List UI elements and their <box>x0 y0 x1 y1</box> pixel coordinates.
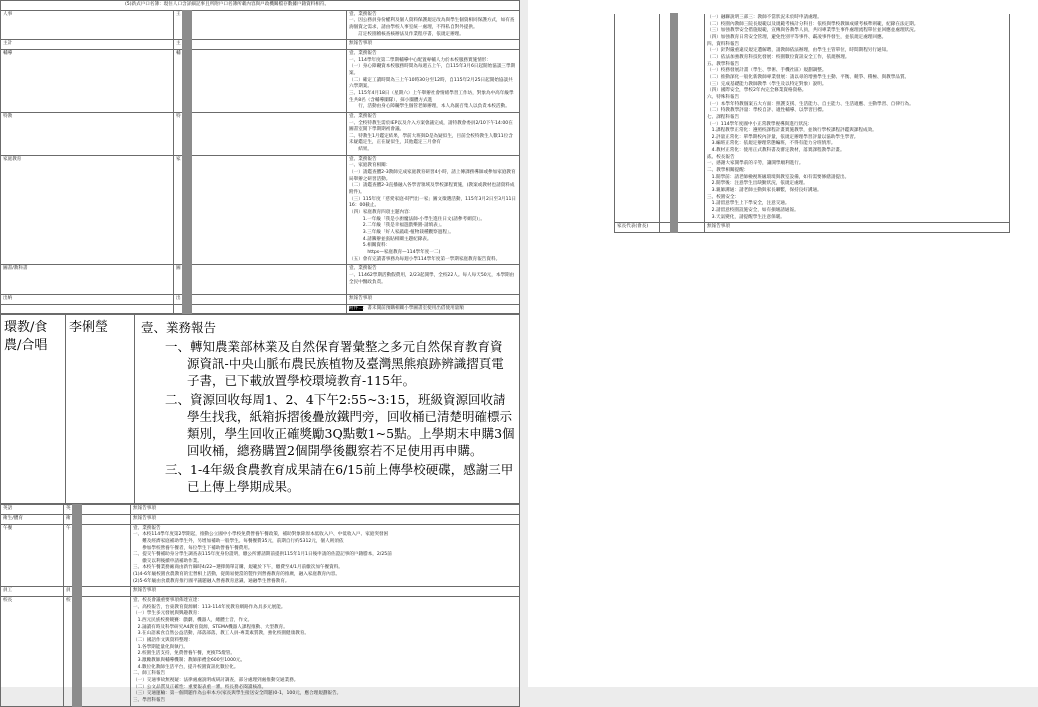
content-line: 無報告事項 <box>133 515 156 521</box>
row-name: 特 <box>176 113 181 119</box>
featured-item-text: 轉知農業部林業及自然保育署彙整之多元自然保育教育資源資訊-中央山脈布農民族植物及臺灣黑熊痕跡辨識摺頁電子書，已下載放置學校環境教育-115年。 <box>187 339 504 389</box>
featured-item <box>165 338 515 389</box>
row-content <box>347 265 520 295</box>
meeting-report-table-top <box>0 0 520 314</box>
content-line: 二、教學相關提醒： <box>707 168 749 174</box>
table-row <box>1 294 520 304</box>
row-role: 員工 <box>1 587 64 597</box>
content-line: 壹、業務報告 <box>349 113 377 119</box>
content-line: （五）會有完讀書事務為每週小學114學年度第一學期家庭教育報告資料。 <box>349 256 501 262</box>
redaction-bar <box>182 155 192 266</box>
row-content <box>131 505 520 515</box>
content-line: （二）請鑑查體2-3直播融入各學習領域及學校課程實施，(教案或教材也請資料成附件)。 <box>349 183 515 196</box>
featured-row <box>1 315 520 504</box>
table-row <box>1 10 520 40</box>
content-line: 七、課程科報告 <box>707 114 740 120</box>
content-line: 行，活動由身心障礙學生個管老師辦理，本人為副召集人以負責本校活動。 <box>349 104 510 110</box>
content-line: 壹、業務報告 <box>349 156 377 162</box>
content-line: 3.天氣變化，請提醒學生注意保暖。 <box>707 214 785 220</box>
row-name: 員 <box>66 588 71 594</box>
content-line: 3.編班正常化：依規定辦理常態編班，不得有能力分班情形。 <box>707 141 836 147</box>
content-line: 1.各學期能量化與執行。 <box>133 644 188 650</box>
row-role: 家庭教育 <box>1 155 174 265</box>
table-row-highlight <box>1 304 520 314</box>
content-line: （一）請鑑查體2-3教師完成家庭教育研習4小時，請上傳課務導師或參加家庭教育局舉辦之研習活動。 <box>349 170 516 182</box>
featured-heading: 壹、業務報告 <box>141 320 217 336</box>
content-line: 訂定校園稽核查核辦法及作業程序書，依規定辦理。 <box>349 31 464 37</box>
redaction-bar <box>182 10 192 41</box>
content-line: 二、師工科報告 <box>133 671 166 677</box>
content-line: 二、特教生1月鑑定結果，學前大班與D是為疑似生，目前全校特教生人數11位含未疑鑑定生，正在疑似生，其他鑑定三月會有 <box>349 133 513 146</box>
featured-item-text: 資源回收每周1、2、4下午2:55~3:15，班級資源回收請學生找我，紙箱拆摺後疊放鐵門旁，回收桶已清楚明確標示類別，學生回收正確獎勵3Q點數1~5點。上學期末申購3個回收桶，總務購置2個開學後觀察若不足使用再申購。 <box>187 392 515 459</box>
content-line: https—家庭教育—114學年度一二) <box>349 249 441 255</box>
content-line: 無報告事項 <box>133 588 156 594</box>
row-role: 主計 <box>1 40 174 50</box>
table-row <box>1 524 520 587</box>
content-line: （二）依法加強教育科技化發展：校園數位資訊安全工作，依規辦理。 <box>707 54 850 60</box>
featured-item-number: 二、 <box>165 392 191 408</box>
content-line: 一、114學年度第二學期輔導中心配置專輔人力於本校服務實施情形： <box>349 57 491 63</box>
content-line: （二）推動深化一般化新教師專業發展：請以尋的增強學生主動、平衡、競爭、積極、與教學品質。 <box>707 74 910 80</box>
row-name: 校 <box>66 598 71 604</box>
row-name: 英 <box>66 506 71 512</box>
content-line: 壹、業務報告 <box>133 525 161 531</box>
content-line: （一）校務發展計畫（學生、學術、手機社區）規劃調整。 <box>707 68 827 74</box>
row-name: 輔 <box>176 50 181 56</box>
content-line: （四）國際安全，學校2年內完全修業資格資格。 <box>707 88 807 94</box>
row-name: 主 <box>176 41 181 47</box>
content-line: 無報告事項 <box>349 295 372 301</box>
content-line: （二）國語作文與資料整理： <box>133 638 193 644</box>
content-line: （三）115年度「慈愛家庭-時門出一家」圖文徵選活動，115年3月2日至3月11日16：00截止。 <box>349 196 517 209</box>
bottom-role: 家長代表(會長) <box>615 223 660 233</box>
redaction-bar <box>182 112 192 156</box>
content-line: 六、特殊科報告 <box>707 94 740 100</box>
row-role: 衛生/體育 <box>1 514 64 524</box>
content-line: 無報告事項 <box>133 506 156 512</box>
content-line: （三）完成基礎能力教師教學（學生及以特定對象）說明。 <box>707 81 827 87</box>
content-line: （三）加強教學安全措施規範，宣傳與各教學人員，共同專業學生事件處理流程單位並回應並處理狀況。 <box>707 28 919 34</box>
content-line: 壹、校長會議重要事項佈達宣達： <box>133 598 202 604</box>
content-line: 一、全校特教生需於IEP以及介入方案會議完成，請特教會委員2/10下午14:00在圖書室開下學期期初會議。 <box>349 120 513 133</box>
content-line: 參加學校營養午餐者，每位學生下補助營養午餐費用。 <box>133 545 253 551</box>
redaction-bar <box>182 49 192 113</box>
content-line: 3.激勵教師與輔導機制；教師節禮金600至1000元。 <box>133 658 246 663</box>
row-name: 家 <box>176 156 181 162</box>
content-line: 1.請留意學生上下學安全，注意交通。 <box>707 201 790 207</box>
meeting-report-table-bottom <box>0 504 520 706</box>
content-line: 一、家庭教育相關： <box>349 163 391 169</box>
content-line: （一）學生多元發展與興趣教育： <box>133 611 202 617</box>
content-line: 三、學習科報告 <box>133 697 166 703</box>
top-note: (5)新式戶口名簿：現住人口含詳細記事且所附戶口名簿所載內容與戶政機關檔存數據戶籍資料相符。 <box>1 1 520 11</box>
row-role: 人事 <box>1 10 174 40</box>
content-line: （二）確定工讀時間為三上午10時30分至12時，自115年2月25日起開始協談共六學期案。 <box>349 77 513 90</box>
content-line: 2.評量正常化：單學期校內評量，依規定辦理學習評量以協助學生學習。 <box>707 134 859 140</box>
table-row <box>1 597 520 707</box>
content-line: 1.課程教學正常化：遵照校課程計畫實施教學，並執行學校課程評鑑與課程成效。 <box>707 128 877 134</box>
content-line: 貳、校長報告 <box>707 154 735 160</box>
content-line: 壹、業務報告 <box>349 50 377 56</box>
table-row <box>615 223 1010 233</box>
content-line <box>349 286 517 293</box>
row-name: 午 <box>66 525 71 531</box>
row-role: 英語 <box>1 505 64 515</box>
page-1 <box>0 0 520 703</box>
featured-item <box>165 391 515 459</box>
content-line: 2.請留意校園設施安全，如有損壞請通報。 <box>707 208 799 214</box>
featured-report-table <box>0 314 520 504</box>
redaction-bar <box>182 264 192 295</box>
content-line: （三）交通運輸：第一個問題作為公車本方(家長與學生接送安全問題)0-1，100元，應合理規劃報告。 <box>133 691 342 697</box>
table-row <box>1 112 520 155</box>
row-role: 校長 <box>1 597 64 707</box>
featured-item-number: 三、 <box>165 462 191 478</box>
row-content <box>347 49 520 112</box>
content-line: 一、因公務員身份權利及個人資料保護規定改為與學生個資相同保護方式，如有查詢個資之需求，請由學校人事室統一處理，不得私自對外提供。 <box>349 18 515 30</box>
row-content <box>347 40 520 50</box>
content-line: （四）家庭教育四項主題內容： <box>349 210 414 216</box>
content-line: 壹、業務報告 <box>349 266 377 272</box>
content-line: 壹、業務報告 <box>349 11 377 17</box>
featured-item-text: 1-4年級食農教育成果請在6/15前上傳學校硬碟，感謝三甲已上傳上學期成果。 <box>187 462 514 495</box>
content-line: 結果。 <box>349 147 372 153</box>
content-line: 4.教材正常化：使用正式教科書及審定教材，落實課程教學計畫。 <box>707 148 845 154</box>
table-row <box>1 155 520 265</box>
featured-item <box>165 461 515 495</box>
row-content <box>131 587 520 597</box>
table-row <box>1 1 520 11</box>
row-role: 圖書/教科書 <box>1 265 174 295</box>
content-line: （一）114學年度國中小正常教學視導與進行狀況： <box>707 121 813 127</box>
content-line: 三、本校午餐業務廠商由新竹縣時4/22~選擇簡單訂購，規範於下午，繳費至4/1月前繳次加午餐資料。 <box>133 565 343 571</box>
featured-role: 環教/食農/合唱 <box>1 315 66 504</box>
table-row <box>615 14 1010 223</box>
highlight-rest: ：書未開前預購相關小學圖書室使用出借使用量額 <box>362 305 464 311</box>
content-line: 5.相關資料： <box>349 243 391 249</box>
featured-name: 李俐瑩 <box>66 315 135 504</box>
redaction-bar <box>72 524 82 588</box>
content-line: （一）融聯說明三部三：教師不當狀況未於時申請處理。 <box>707 15 822 20</box>
page-2 <box>528 0 1038 687</box>
content-line: （一）身心障礙資本校服務時間為每週五上午，自115年3月6日起開始協談三學期案。 <box>349 64 516 76</box>
row-content <box>347 10 520 40</box>
featured-item-number: 一、 <box>165 339 191 355</box>
content-line: 無報告事項 <box>349 41 372 47</box>
content-line: 難及經濟家庭補助學生外，另增加補助一般學生。每餐餐費35元，前期自行約5312元，個人則須依 <box>133 538 344 544</box>
content-line: 三、115年4月18日（星期六）上午舉辦社會情緒學習工作坊，對象為中高年級學生共8名（含輔導團隊），採小團體方式進 <box>349 90 514 103</box>
content-line: (1)4-6年級校園食農教育的宏營相上活動，從簡易便當的製作到營養教育的推廣，融入家庭教育內容。 <box>133 572 340 578</box>
row-role: 出納 <box>1 294 174 304</box>
content-line: （四）加強教育日常安全管理，避免性別平等事件、霸凌事件發生，並依規定處理回應。 <box>707 34 887 40</box>
row-content <box>131 524 520 587</box>
table-row <box>1 265 520 295</box>
content-line: （二）特教教學評量：學校自評、適性輔導、以學習目標。 <box>707 108 827 114</box>
content-line: （一）針對嚴重違反規定遭解聘，請教師依法辦理，由學生主管單位，時間期程另行通知。 <box>707 48 891 54</box>
content-line: 1.開學前：請老師檢視班級環境與教室設備，如有需要修繕請提出。 <box>707 174 850 180</box>
content-line: （一）交通事故無視疑：法律處處說明或研討調查，部分處理到處推動交通業務。 <box>133 677 299 683</box>
row-content <box>131 514 520 524</box>
content-line: 五、教學科報告 <box>707 61 740 67</box>
row-name: 王 <box>176 11 181 17</box>
featured-body <box>135 315 520 504</box>
row-role: 午餐 <box>1 524 64 587</box>
content-line: 2.誦讀有時及科學研究A4教育資源，STEMA機器人課程推動、大型教育。 <box>133 624 288 630</box>
content-line: 二、提交午餐補助身分學生調查表115年度身份證明，繳公所審請期前提供115年1月1日後申請的佐證記事的戶籍謄本，2/25前 <box>133 552 392 558</box>
content-line: （二）公文品質及正確性：重要報表重一審，校長務必閱讀核准。 <box>133 684 267 690</box>
redaction-bar <box>72 596 82 707</box>
content-line: 四、資料科報告 <box>707 41 740 47</box>
content-line: 一、感謝大家開學前的辛勞，讓開學順利進行。 <box>707 161 804 167</box>
content-line: （一）本學年特教個案五大方面：照護支援、生活能力、自主能力、生活適應、主動學習、自律行為。 <box>707 101 914 107</box>
content-line: 1.西元民族校務競賽：戲劇，機器人，總體士音，作文。 <box>133 618 253 624</box>
content-line: 一、11462學期活動假費用，2/23起開學，全校22人。每人每天50元，本學期由全民中醫政負責。 <box>349 272 515 285</box>
row-name: 圖 <box>176 266 181 272</box>
row-name: 出 <box>176 295 181 301</box>
content-line: 一、高校報告，台東教育資源網：113-114年度教育網路作為具多元展能。 <box>133 604 286 610</box>
row-content <box>131 597 520 707</box>
content-line: 1.一年級「我是小廚魔法師-小學生進住日文(請參考網頁)」。 <box>349 216 485 222</box>
row-content <box>347 155 520 265</box>
row-role: 輔導 <box>1 49 174 112</box>
content-line: 2.校園生活支持，免費營養午餐，更換T5燈管。 <box>133 651 235 657</box>
row-content <box>347 294 520 304</box>
content-line: 三、校園安全： <box>707 194 740 200</box>
table-row <box>1 49 520 112</box>
content-line: 4.數位化教師生活平台，提升校園資訊化數位化。 <box>133 664 239 670</box>
content-line: 2.二年級「我是幸福遊戲樂園-請填表」。 <box>349 223 445 229</box>
table-row <box>1 40 520 50</box>
content-line: 繳交以利後續申請補助作業。 <box>133 558 202 564</box>
page-2-content <box>614 14 1010 233</box>
highlight-tag: 附件二 <box>349 305 363 311</box>
row-content <box>347 112 520 155</box>
content-line: 3.親師溝通：請老師主動與家長聯繫，保持良好溝通。 <box>707 188 822 194</box>
content-line: 2.開學後：注意學生出缺勤狀況，依規定處理。 <box>707 181 808 187</box>
content-line: 一、本校114學年度第2學期起，推動公立國中小學校免費營養午餐政策，補助對象除原本低收入戶、中低收入戶、家庭突發困 <box>133 532 389 538</box>
content-line: 4.請籌辦並張貼相關主題紀錄表。 <box>349 236 432 242</box>
row-role: 特教 <box>1 112 174 155</box>
page-2-text <box>705 14 1010 223</box>
bottom-value: 無報告事項 <box>705 223 1010 233</box>
row-name: 衛 <box>66 515 71 521</box>
content-line: 3.三年級「好人家蔬疏-植物栽種觀察過程」。 <box>349 230 454 235</box>
content-line: （二）校園內教師三院長規範以及規範考核計分科目：依校與學校教師成績考核準則範，紀錄在法定期。 <box>707 21 919 27</box>
content-line: (2)5-6年級由食農教育推行國平議題融入營養教育意識，通融學生營養教育。 <box>133 578 290 584</box>
content-line: 3.在山語素食自然公益活動，部落部落，教工人員-專業素質教，強化校園健康教育。 <box>133 631 310 637</box>
